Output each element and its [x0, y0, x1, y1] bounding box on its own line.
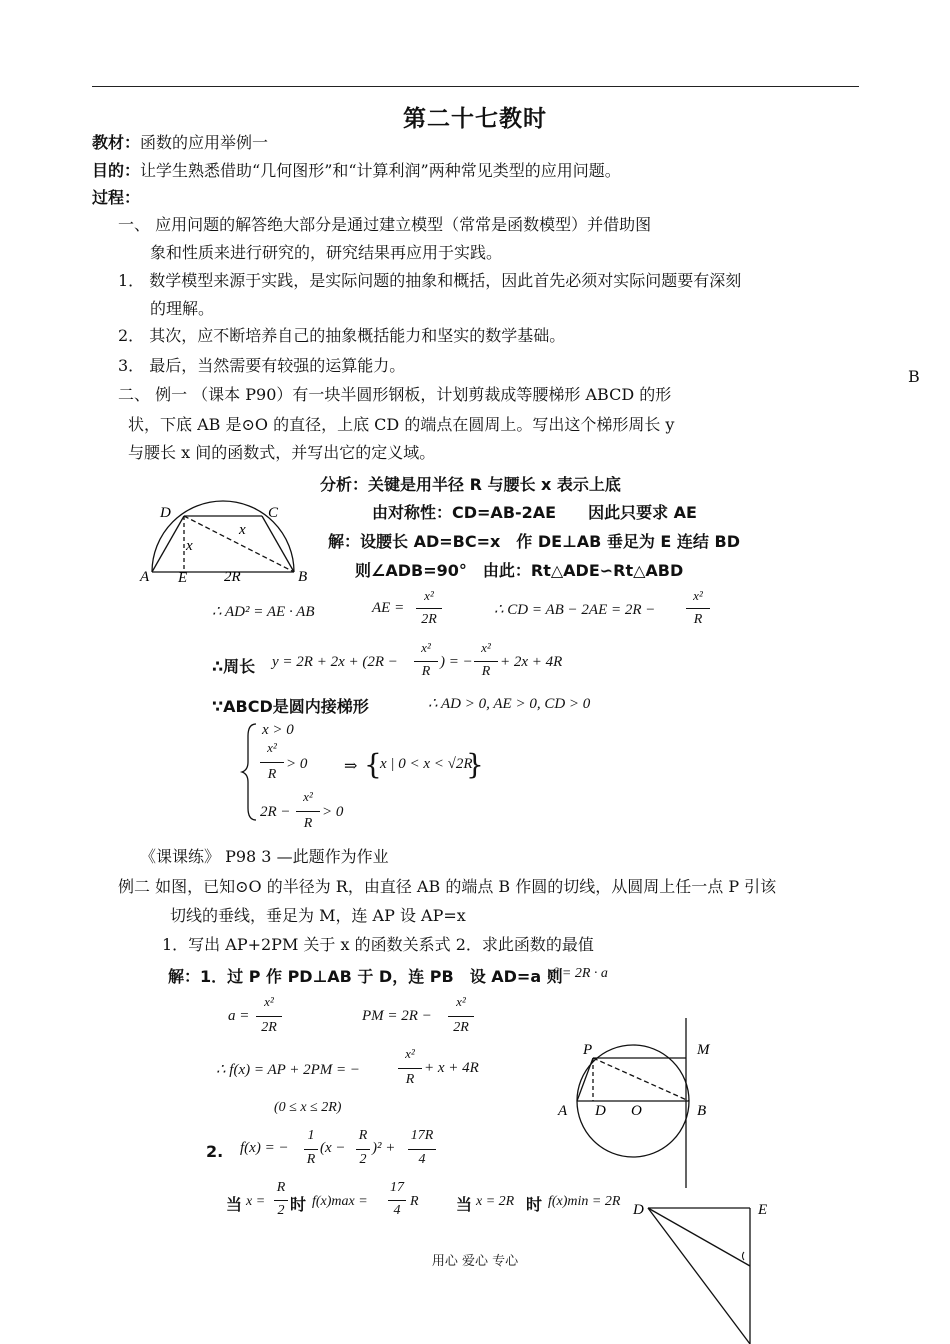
f2-frac2-bar	[356, 1149, 370, 1150]
material-row	[92, 132, 268, 154]
fig3-label-E: E	[758, 1202, 768, 1218]
perimeter-eq-a: y = 2R + 2x + (2R −	[272, 654, 398, 670]
f2-frac1-bar	[304, 1149, 318, 1150]
eq-ae-lhs: AE =	[372, 600, 405, 616]
perimeter-frac1-bar	[414, 661, 438, 662]
fig2-label-A: A	[558, 1103, 568, 1119]
domain-set: x | 0 < x < √2R	[380, 756, 473, 772]
sys2-num: x²	[267, 740, 277, 755]
fig2-label-D: D	[595, 1103, 606, 1119]
left-brace	[240, 722, 260, 822]
sys3-tail: > 0	[322, 804, 344, 820]
fmax-tail: R	[410, 1194, 419, 1209]
f2-frac2-num: R	[358, 1128, 368, 1143]
positivity-note: ∴ AD > 0, AE > 0, CD > 0	[428, 696, 591, 712]
f2-frac1-num: 1	[307, 1128, 315, 1143]
a-lhs: a =	[228, 1008, 250, 1024]
item1-line2: 的理解。	[150, 299, 215, 318]
sys-line1: x > 0	[262, 722, 294, 738]
circle-tangent-figure	[555, 1018, 725, 1188]
f2-frac3-num: 17R	[410, 1128, 434, 1143]
fig1-label-C: C	[268, 505, 279, 521]
fig1-label-x-diag: x	[239, 522, 246, 538]
homework-note: 《课课练》 P98 3 —此题作为作业	[140, 847, 389, 866]
fig1-label-E: E	[178, 570, 188, 586]
material-text: 函数的应用举例一	[140, 133, 269, 152]
part2-label: 2.	[206, 1142, 224, 1161]
page-footer: 用心 爱心 专心	[431, 1254, 519, 1269]
eq-ad2: ∴ AD² = AE · AB	[212, 604, 315, 620]
fx-frac-den: R	[405, 1072, 415, 1087]
perimeter-eq-c: + 2x + 4R	[500, 654, 563, 670]
when1-label: 当	[226, 1195, 243, 1214]
eq-cd-den: R	[693, 612, 703, 627]
sol2-relation: x² = 2R · a	[548, 966, 608, 981]
item2: 2． 其次，应不断培养自己的抽象概括能力和坚实的数学基础。	[118, 326, 566, 345]
goal-row	[92, 160, 621, 182]
eq-cd-bar	[686, 608, 710, 609]
f2-frac3-bar	[408, 1149, 436, 1150]
when1-frac-den: 2	[277, 1203, 285, 1218]
sys3-head: 2R −	[260, 804, 291, 820]
fmax-lhs: f(x)max =	[312, 1194, 368, 1209]
fig1-label-2R: 2R	[224, 569, 241, 585]
when2-shi: 时	[526, 1195, 543, 1214]
a-frac-den: 2R	[261, 1020, 277, 1035]
eq-cd-lhs: ∴ CD = AB − 2AE = 2R −	[494, 602, 656, 618]
f2-frac1-den: R	[306, 1152, 316, 1167]
eq-ae-den: 2R	[421, 612, 437, 627]
when2-label: 当	[456, 1195, 473, 1214]
ex2-line1: 例二 如图，已知⊙O 的半径为 R，由直径 AB 的端点 B 作圆的切线，从圆周上任一点 P 引该	[118, 877, 777, 896]
implies-arrow: ⇒	[344, 756, 358, 775]
fx-lhs: ∴ f(x) = AP + 2PM = −	[216, 1062, 361, 1078]
f2-mid: (x −	[320, 1140, 346, 1156]
item1-line1: 1． 数学模型来源于实践，是实际问题的抽象和概括，因此首先必须对实际问题要有深刻	[118, 271, 742, 290]
fig2-label-O: O	[631, 1103, 642, 1119]
item3: 3． 最后，当然需要有较强的运算能力。	[118, 356, 406, 375]
perimeter-frac2-den: R	[481, 664, 491, 679]
pm-frac-den: 2R	[453, 1020, 469, 1035]
material-label: 教材：	[92, 133, 141, 152]
sys2-bar	[260, 762, 284, 763]
fig1-label-B: B	[298, 569, 308, 585]
header-rule	[92, 86, 859, 87]
f2-lhs: f(x) = −	[240, 1140, 289, 1156]
fig1-label-A: A	[140, 569, 150, 585]
sec1-line2: 象和性质来进行研究的，研究结果再应用于实践。	[150, 243, 503, 262]
triangle-figure-partial	[630, 1196, 790, 1344]
perimeter-frac1-num: x²	[421, 640, 431, 655]
ex1-line2: 状，下底 AB 是⊙O 的直径，上底 CD 的端点在圆周上。写出这个梯形周长 y	[128, 415, 675, 434]
analysis-line2: 由对称性：CD=AB-2AE 因此只要求 AE	[372, 503, 697, 522]
perimeter-frac1-den: R	[421, 664, 431, 679]
fx-domain: (0 ≤ x ≤ 2R)	[274, 1100, 342, 1115]
solution-line2: 则∠ADB=90° 由此：Rt△ADE∽Rt△ABD	[355, 561, 684, 580]
fmax-frac-bar	[388, 1200, 406, 1201]
fig2-label-B: B	[697, 1103, 707, 1119]
sol2-head: 解：1．过 P 作 PD⊥AB 于 D，连 PB 设 AD=a 则	[168, 967, 563, 986]
when2-x: x = 2R	[476, 1194, 515, 1209]
when1-x: x =	[246, 1194, 266, 1209]
fig1-label-D: D	[160, 505, 171, 521]
sys3-bar	[296, 811, 320, 812]
process-label: 过程：	[92, 188, 141, 207]
fx-frac-num: x²	[405, 1046, 415, 1061]
f2-tail: )² +	[372, 1140, 396, 1156]
ex1-line3: 与腰长 x 间的函数式，并写出它的定义域。	[128, 443, 436, 462]
goal-label: 目的：	[92, 161, 141, 180]
sys3-den: R	[303, 816, 313, 831]
sec1-line1: 一、 应用问题的解答绝大部分是通过建立模型（常常是函数模型）并借助图	[118, 215, 652, 234]
f2-frac2-den: 2	[359, 1152, 367, 1167]
fx-tail: + x + 4R	[424, 1060, 479, 1076]
perimeter-label: ∴周长	[212, 657, 256, 676]
ex2-question: 1．写出 AP+2PM 关于 x 的函数关系式 2．求此函数的最值	[162, 935, 594, 954]
pm-frac-num: x²	[456, 994, 466, 1009]
fig2-label-M: M	[697, 1042, 710, 1058]
trapezoid-figure	[140, 500, 320, 590]
when1-frac-bar	[274, 1200, 288, 1201]
analysis-line1: 分析：关键是用半径 R 与腰长 x 表示上底	[320, 475, 621, 494]
sys2-tail: > 0	[286, 756, 308, 772]
stray-label: B	[908, 367, 920, 386]
f2-frac3-den: 4	[418, 1152, 426, 1167]
fig3-label-D: D	[633, 1202, 644, 1218]
eq-ae-bar	[416, 608, 442, 609]
a-frac-num: x²	[264, 994, 274, 1009]
perimeter-frac2-num: x²	[481, 640, 491, 655]
inscribed-note: ∵ABCD是圆内接梯形	[212, 697, 369, 716]
fig2-label-P: P	[583, 1042, 593, 1058]
pm-lhs: PM = 2R −	[362, 1008, 432, 1024]
eq-ae-num: x²	[424, 588, 434, 603]
solution-line1: 解：设腰长 AD=BC=x 作 DE⊥AB 垂足为 E 连结 BD	[328, 532, 740, 551]
ex2-line2: 切线的垂线，垂足为 M，连 AP 设 AP=x	[170, 906, 466, 925]
fmin-lhs: f(x)min = 2R	[548, 1194, 621, 1209]
sys3-num: x²	[303, 789, 313, 804]
when1-shi: 时	[290, 1195, 307, 1214]
ex1-line1: 二、 例一 （课本 P90）有一块半圆形钢板，计划剪裁成等腰梯形 ABCD 的形	[118, 385, 672, 404]
set-brace-right: }	[466, 748, 484, 781]
goal-text: 让学生熟悉借助“几何图形”和“计算利润”两种常见类型的应用问题。	[140, 161, 621, 180]
fx-frac-bar	[398, 1068, 422, 1069]
fig1-label-x-left: x	[186, 538, 193, 554]
perimeter-frac2-bar	[474, 661, 498, 662]
page-title: 第二十七教时	[403, 106, 547, 132]
set-brace-left: {	[364, 748, 382, 781]
perimeter-eq-b: ) = −	[440, 654, 473, 670]
fmax-frac-num: 17	[390, 1180, 404, 1195]
pm-frac-bar	[448, 1016, 474, 1017]
a-frac-bar	[256, 1016, 282, 1017]
when1-frac-num: R	[276, 1180, 286, 1195]
sys2-den: R	[267, 767, 277, 782]
eq-cd-num: x²	[693, 588, 703, 603]
fmax-frac-den: 4	[393, 1203, 401, 1218]
